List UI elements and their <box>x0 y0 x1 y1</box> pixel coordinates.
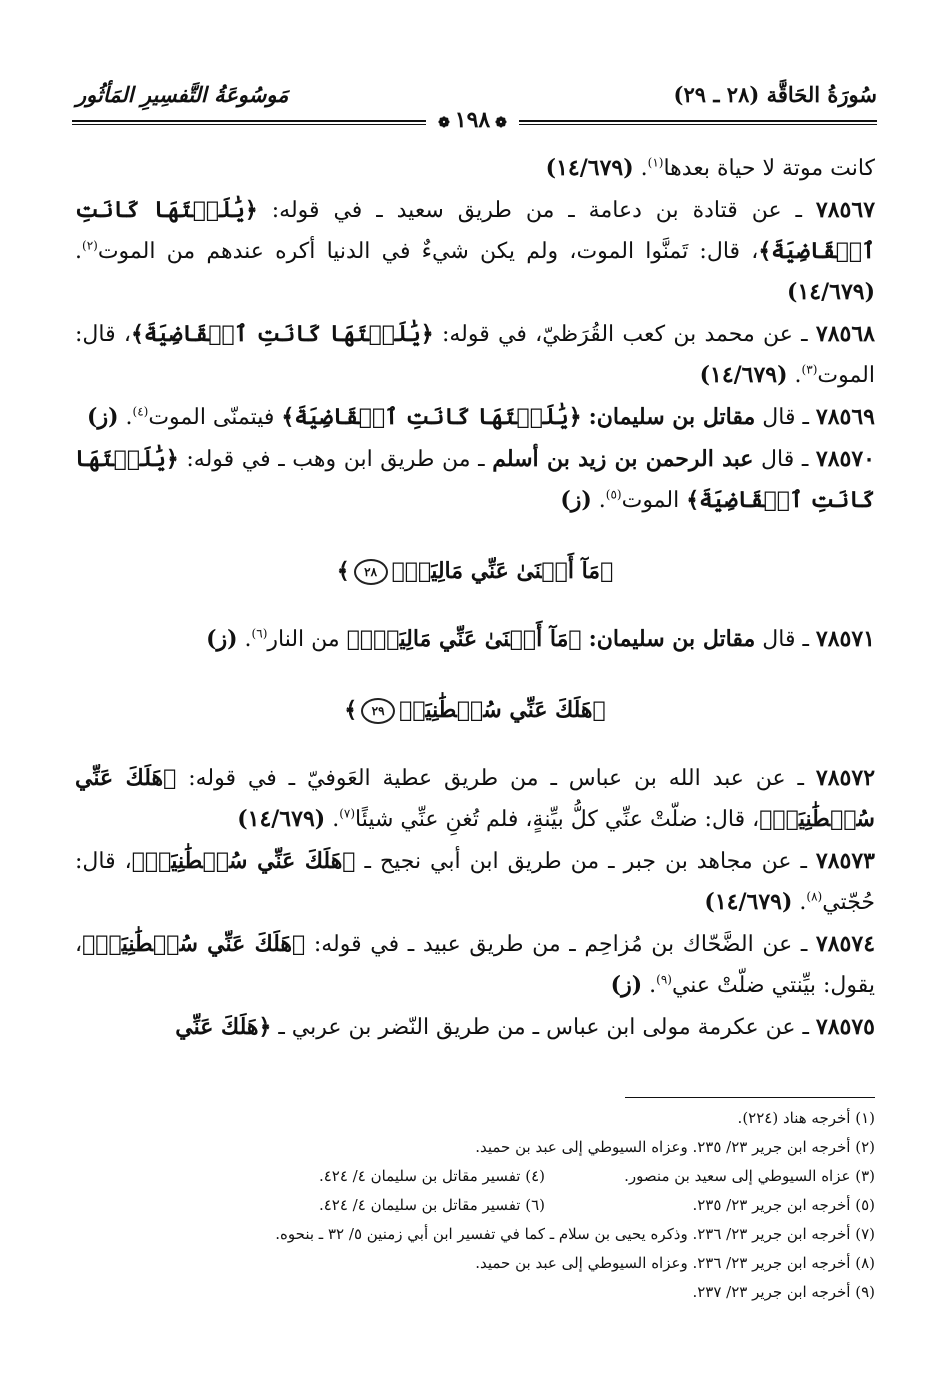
page-number-wrap <box>0 107 945 133</box>
verse-text: ﴿هَلَكَ عَنِّي سُلۡطَٰنِيَهۡ <box>399 697 606 723</box>
narration-78570 <box>75 439 875 521</box>
page-number-text: ١٩٨ <box>454 107 491 133</box>
verse-bracket: ﴾ <box>344 697 358 723</box>
reference: (ز) <box>206 626 238 652</box>
narration-number: ٧٨٥٧٢ <box>815 765 876 791</box>
quran-quote: ﴿هَلَكَ عَنِّي سُلۡطَٰنِيَهۡ﴾ <box>75 765 875 832</box>
narration-78574 <box>75 924 875 1006</box>
narrator-name: مقاتل بن سليمان: <box>588 626 756 652</box>
narration-number: ٧٨٥٧١ <box>815 626 875 652</box>
footnote-marker: (٩) <box>656 972 672 987</box>
reference: (١٤/٦٧٩) <box>699 362 788 388</box>
reference: (ز) <box>87 404 119 430</box>
narration-number: ٧٨٥٧٥ <box>815 1014 875 1040</box>
narrator-name: مقاتل بن سليمان: <box>588 404 756 430</box>
footnotes <box>75 1104 875 1307</box>
footnote-9: (٩) أخرجه ابن جرير ٢٣/ ٢٣٧. <box>692 1283 875 1301</box>
narration-78571 <box>75 619 875 660</box>
footnote-marker: (٧) <box>339 806 356 821</box>
page-number <box>426 107 519 133</box>
para-end: . <box>799 890 807 915</box>
footnote-marker: (٨) <box>806 889 823 904</box>
footnote-rule <box>625 1097 875 1098</box>
footnote-row-3-4 <box>75 1162 875 1191</box>
reference: (ز) <box>610 972 643 998</box>
ayah-number-icon: ٢٨ <box>354 559 388 585</box>
narration-number: ٧٨٥٧٤ <box>815 931 876 957</box>
para-text: ، قال: ضلّتْ عنِّي كلُّ بيِّنةٍ، فلم تُغنِ عنِّي شيئًا <box>355 807 760 832</box>
verse-bracket: ﴾ <box>336 558 350 584</box>
para-text: ، قال: حُجّتي <box>75 849 875 915</box>
narrator-name: عبد الرحمن بن زيد بن أسلم <box>492 446 754 472</box>
para-end: . <box>332 807 340 832</box>
footnote-2: (٢) أخرجه ابن جرير ٢٣/ ٢٣٥. وعزاه السيوطي إلى عبد بن حميد. <box>475 1138 875 1156</box>
footnote-4: (٤) تفسير مقاتل بن سليمان ٤/ ٤٢٤. <box>318 1167 545 1185</box>
narration-78567 <box>75 190 875 313</box>
para-text: ، قال: الموت <box>75 322 875 388</box>
surah-title: سُورَةُ الحَاقَّة (٢٨ ـ ٢٩) <box>673 82 877 107</box>
narration-number: ٧٨٥٦٩ <box>815 404 875 430</box>
verse-heading-28 <box>75 551 875 591</box>
narration-78572 <box>75 758 875 840</box>
para-end: . <box>75 239 82 264</box>
isnad-text: ـ قال <box>761 447 809 472</box>
isnad-text: ـ عن محمد بن كعب القُرَظيّ، في قوله: <box>441 322 808 347</box>
narration-number: ٧٨٥٧٠ <box>815 446 875 472</box>
paragraph-continuation <box>75 148 875 189</box>
narration-78575 <box>75 1007 875 1048</box>
para-text: من النار <box>267 627 340 652</box>
para-text: كانت موتة لا حياة بعدها <box>663 156 875 181</box>
quran-quote: ﴿يَٰلَيۡتَهَا كَانَتِ ٱلۡقَاضِيَةَ﴾ <box>75 197 875 264</box>
isnad-text: ـ قال <box>762 405 809 430</box>
footnote-row-5-6 <box>75 1191 875 1220</box>
isnad-text: ـ عن الضَّحّاك بن مُزاحِم ـ من طريق عبيد ـ في قوله: <box>313 932 808 957</box>
para-end: . <box>640 156 648 181</box>
verse-heading-29 <box>75 690 875 730</box>
para-text: ، قال: تَمنَّوا الموت، ولم يكن شيءٌ في الدنيا أكره عندهم من الموت <box>97 239 759 264</box>
quran-quote: ﴿يَٰلَيۡتَهَا كَانَتِ ٱلۡقَاضِيَةَ﴾ <box>281 404 582 430</box>
isnad-text: ـ عن عكرمة مولى ابن عباس ـ من طريق النّضر بن عربي ـ <box>278 1015 809 1040</box>
isnad-text: ـ عن مجاهد بن جبر ـ من طريق ابن أبي نجيح ـ <box>364 849 807 874</box>
reference: (ز) <box>560 487 592 513</box>
reference: (١٤/٦٧٩) <box>237 806 326 832</box>
narration-number: ٧٨٥٦٧ <box>815 197 876 223</box>
narration-78573 <box>75 841 875 923</box>
ornament-icon: ❁ <box>438 115 455 131</box>
main-text <box>75 148 875 1049</box>
isnad-text: ـ قال <box>762 627 809 652</box>
narration-78568 <box>75 314 875 396</box>
quran-quote: ﴿مَآ أَغۡنَىٰ عَنِّي مَالِيَهۡۜ﴾ <box>346 626 582 652</box>
footnote-6: (٦) تفسير مقاتل بن سليمان ٤/ ٤٢٤. <box>318 1196 545 1214</box>
footnote-8: (٨) أخرجه ابن جرير ٢٣/ ٢٣٦. وعزاه السيوطي إلى عبد بن حميد. <box>475 1254 875 1272</box>
footnote-5: (٥) أخرجه ابن جرير ٢٣/ ٢٣٥. <box>692 1196 875 1214</box>
narration-78569 <box>75 397 875 438</box>
ornament-icon: ❁ <box>490 115 507 131</box>
para-text: فيتمنّى الموت <box>148 405 275 430</box>
ayah-number-icon: ٢٩ <box>361 698 395 724</box>
para-end: . <box>244 627 252 652</box>
footnote-marker: (٤) <box>132 404 149 419</box>
footnote-1: (١) أخرجه هناد (٢٢٤). <box>737 1109 875 1127</box>
narration-number: ٧٨٥٦٨ <box>815 321 875 347</box>
narration-number: ٧٨٥٧٣ <box>815 848 875 874</box>
footnote-3: (٣) عزاه السيوطي إلى سعيد بن منصور. <box>624 1167 875 1185</box>
footnote-marker: (٣) <box>801 362 818 377</box>
book-title: مَوسُوعَةُ التَّفسِيرِ المَأثُور <box>76 82 289 107</box>
footnote-marker: (١) <box>647 155 664 170</box>
quran-quote: ﴿هَلَكَ عَنِّي سُلۡطَٰنِيَهۡ﴾ <box>131 848 356 874</box>
footnote-marker: (٥) <box>605 487 622 502</box>
para-text: الموت <box>621 488 680 513</box>
isnad-text: ـ من طريق ابن وهب ـ في قوله: <box>186 447 485 472</box>
para-end: . <box>649 973 657 998</box>
footnote-7: (٧) أخرجه ابن جرير ٢٣/ ٢٣٦. وذكره يحيى بن سلام ـ كما في تفسير ابن أبي زمنين ٥/ ٣٢ ـ بنحوه. <box>275 1225 875 1243</box>
isnad-text: ـ عن قتادة بن دعامة ـ من طريق سعيد ـ في قوله: <box>271 198 802 223</box>
footnote-marker: (٦) <box>251 626 268 641</box>
reference: (١٤/٦٧٩) <box>704 889 793 915</box>
quran-quote: ﴿يَٰلَيۡتَهَا كَانَتِ ٱلۡقَاضِيَةَ﴾ <box>75 446 875 513</box>
quran-quote: ﴿يَٰلَيۡتَهَا كَانَتِ ٱلۡقَاضِيَةَ﴾ <box>130 321 434 347</box>
isnad-text: ـ عن عبد الله بن عباس ـ من طريق عطية العَوفيّ ـ في قوله: <box>188 766 805 791</box>
para-text: ، يقول: بيِّنتي ضلّتْ عني <box>75 932 875 998</box>
reference: (١٤/٦٧٩) <box>787 279 875 305</box>
quran-quote: ﴿هَلَكَ عَنِّي <box>175 1014 272 1040</box>
quran-quote: ﴿هَلَكَ عَنِّي سُلۡطَٰنِيَهۡ﴾ <box>82 931 306 957</box>
verse-text: ﴿مَآ أَغۡنَىٰ عَنِّي مَالِيَهۡۜ <box>391 558 614 584</box>
para-end: . <box>794 363 802 388</box>
para-end: . <box>598 488 606 513</box>
reference: (١٤/٦٧٩) <box>545 155 634 181</box>
para-end: . <box>125 405 133 430</box>
footnote-marker: (٢) <box>82 238 98 253</box>
